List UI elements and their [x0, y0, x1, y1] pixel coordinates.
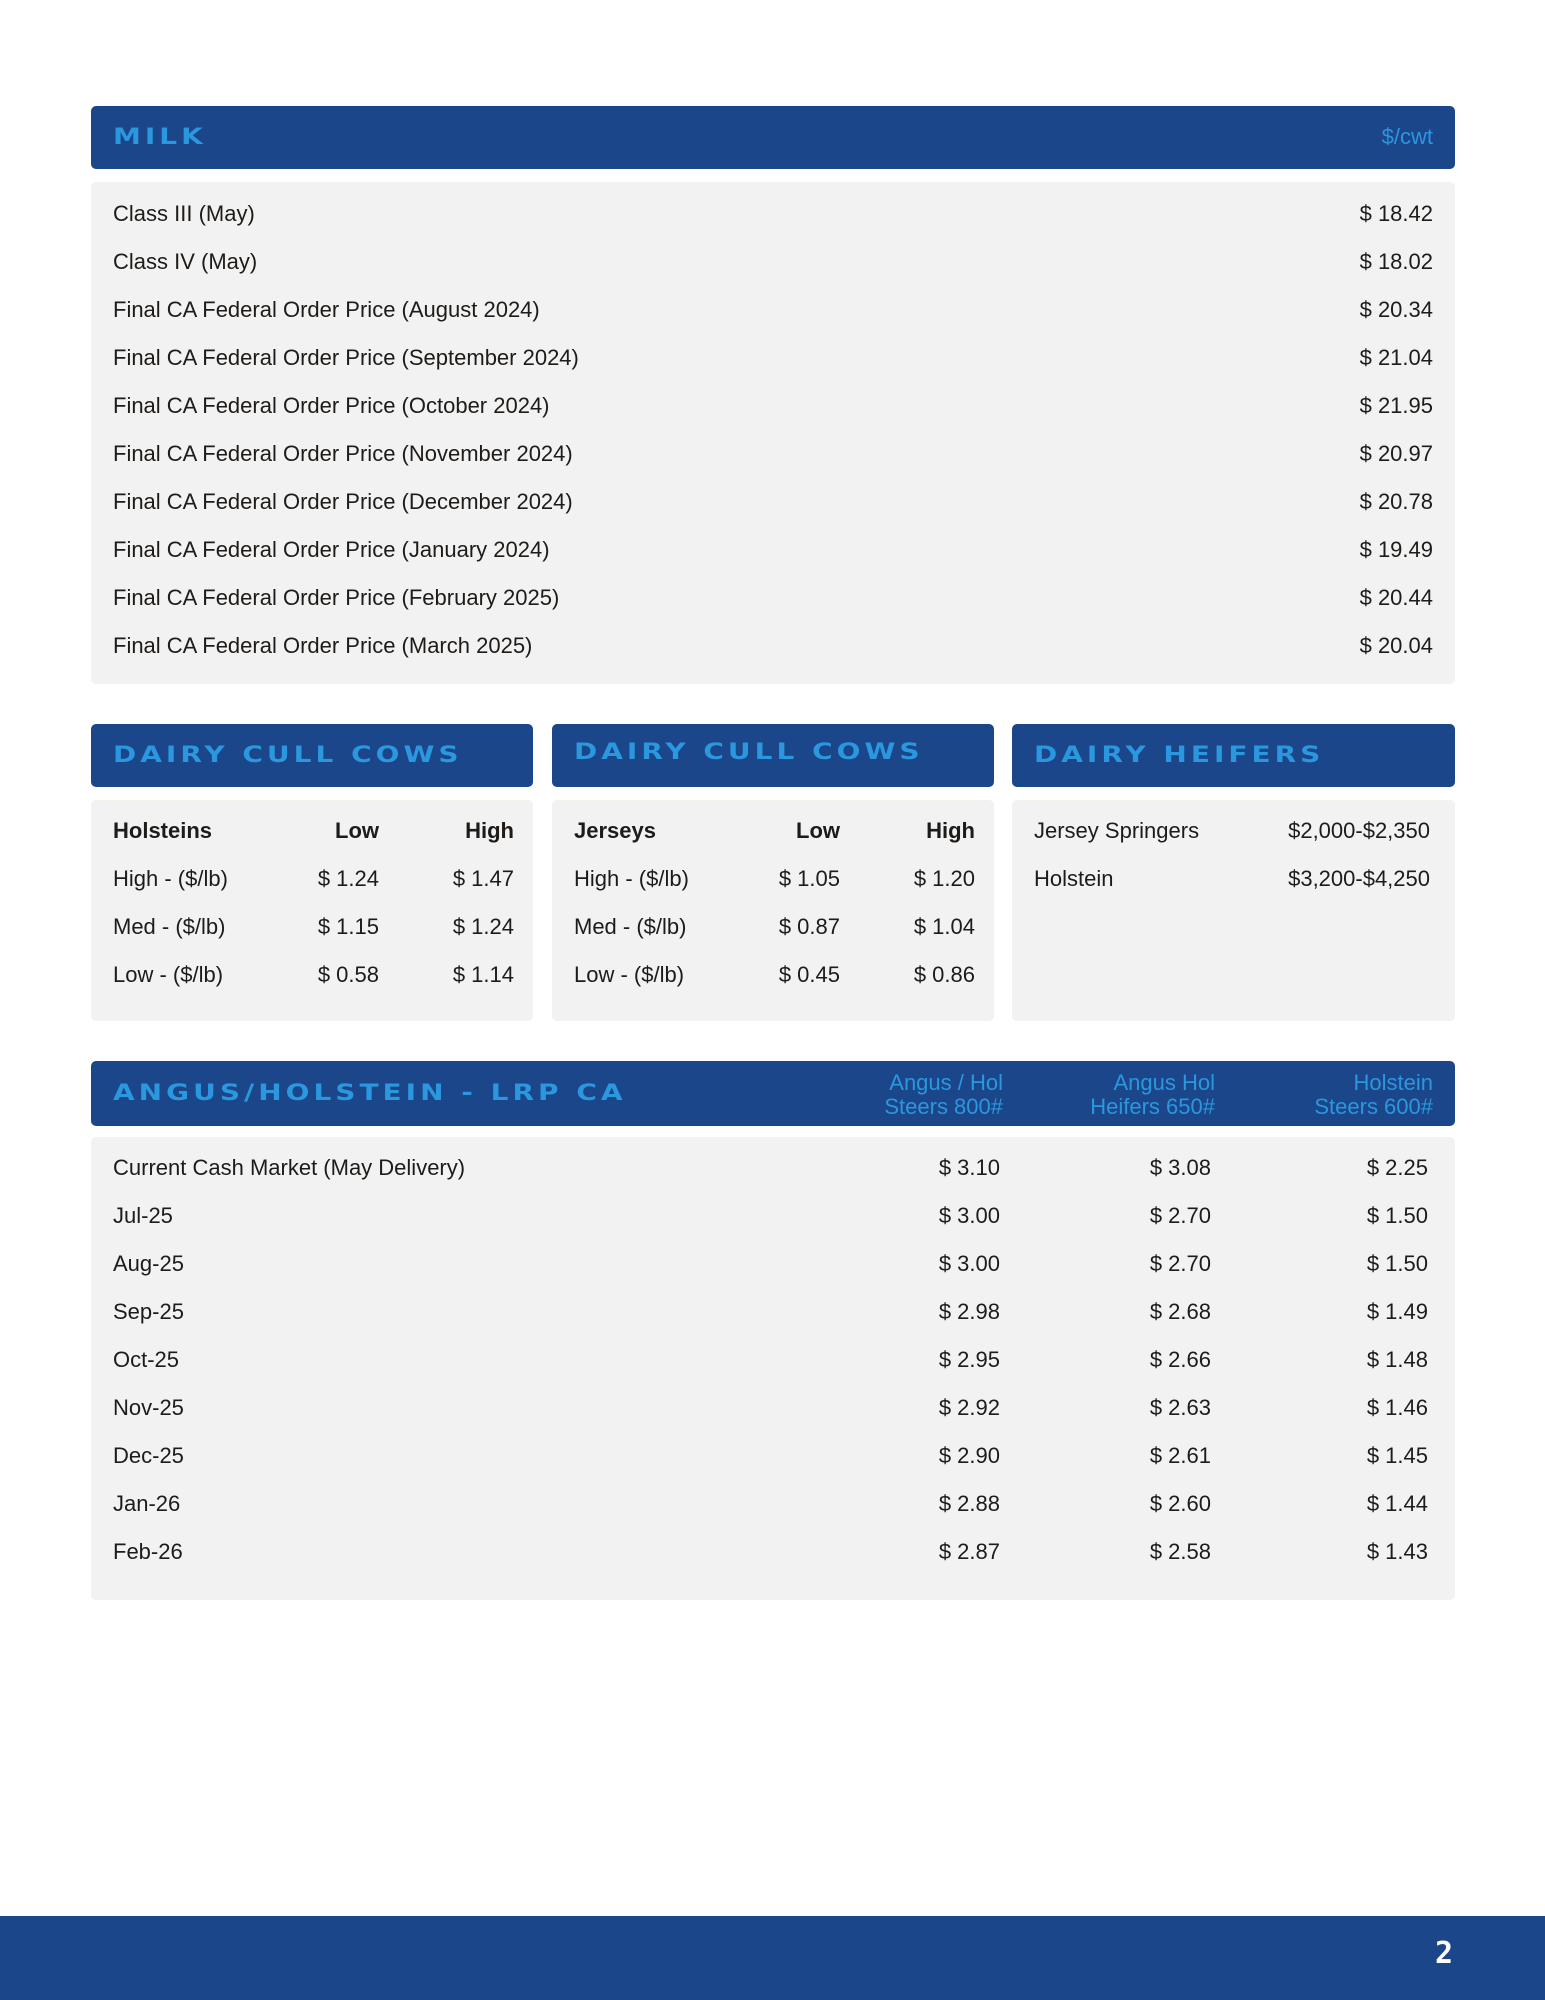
heifers-panel	[1012, 800, 1455, 1021]
row-label: Dec-25	[113, 1443, 184, 1468]
row-label: Holstein	[1034, 866, 1114, 891]
cell-c1: $ 3.00	[938, 1251, 1000, 1276]
table-row	[91, 526, 1455, 574]
cull-holsteins-header	[91, 724, 533, 787]
col-header-holstein-steers	[1243, 1071, 1433, 1119]
cell-c3: $ 1.49	[1366, 1299, 1428, 1324]
row-label: High - ($/lb)	[574, 866, 689, 891]
row-label: Low - ($/lb)	[113, 962, 224, 987]
row-label: Class IV (May)	[113, 249, 258, 274]
low-value: $ 0.87	[778, 914, 840, 939]
cell-c2: $ 2.58	[1149, 1539, 1211, 1564]
row-value: $ 20.44	[1359, 585, 1433, 610]
col-header-high: High	[465, 818, 514, 843]
table-row	[91, 903, 533, 951]
page-number: 2	[1434, 1936, 1453, 1971]
heifers-title: DAIRY HEIFERS	[1034, 741, 1325, 768]
col-header-line1: Holstein	[1353, 1070, 1433, 1095]
cell-c2: $ 2.68	[1149, 1299, 1211, 1324]
col-header-low: Low	[796, 818, 840, 843]
row-value: $ 21.95	[1359, 393, 1433, 418]
row-label: Oct-25	[113, 1347, 180, 1372]
high-value: $ 1.24	[452, 914, 514, 939]
row-value: $ 20.04	[1359, 633, 1433, 658]
milk-unit: $/cwt	[1381, 124, 1433, 149]
col-header-breed: Jerseys	[574, 818, 656, 843]
low-value: $ 1.24	[317, 866, 379, 891]
cell-c3: $ 1.50	[1366, 1251, 1428, 1276]
cell-c3: $ 1.43	[1366, 1539, 1428, 1564]
table-row	[91, 574, 1455, 622]
row-label: Med - ($/lb)	[113, 914, 226, 939]
row-label: Final CA Federal Order Price (December 2024)	[113, 489, 573, 514]
row-label: Low - ($/lb)	[574, 962, 685, 987]
col-header-line2: Heifers 650#	[1090, 1094, 1215, 1119]
cell-c1: $ 2.92	[938, 1395, 1000, 1420]
table-row	[552, 951, 994, 999]
table-row	[1012, 855, 1455, 903]
table-row	[91, 951, 533, 999]
cell-c3: $ 1.48	[1366, 1347, 1428, 1372]
cell-c3: $ 1.44	[1366, 1491, 1428, 1516]
table-row	[91, 1144, 1455, 1192]
col-header-angus-hol-steers	[813, 1071, 1003, 1119]
cell-c1: $ 2.90	[938, 1443, 1000, 1468]
table-row	[91, 855, 533, 903]
row-label: Final CA Federal Order Price (February 2025)	[113, 585, 560, 610]
cull-jerseys-title: DAIRY CULL COWS	[574, 738, 924, 765]
row-value: $ 21.04	[1359, 345, 1433, 370]
table-row	[91, 190, 1455, 238]
table-row	[91, 1192, 1455, 1240]
row-value: $ 18.42	[1359, 201, 1433, 226]
row-label: Feb-26	[113, 1539, 183, 1564]
cell-c2: $ 3.08	[1149, 1155, 1211, 1180]
lrp-title: ANGUS/HOLSTEIN - LRP CA	[113, 1079, 627, 1106]
low-value: $ 1.05	[778, 866, 840, 891]
cell-c2: $ 2.70	[1149, 1251, 1211, 1276]
cell-c3: $ 1.45	[1366, 1443, 1428, 1468]
low-value: $ 1.15	[317, 914, 379, 939]
row-label: Jan-26	[113, 1491, 181, 1516]
cell-c2: $ 2.66	[1149, 1347, 1211, 1372]
price-range: $2,000-$2,350	[1288, 818, 1430, 843]
row-label: Final CA Federal Order Price (January 2024)	[113, 537, 550, 562]
row-label: High - ($/lb)	[113, 866, 228, 891]
row-label: Final CA Federal Order Price (September 2024)	[113, 345, 579, 370]
row-value: $ 19.49	[1359, 537, 1433, 562]
lrp-panel	[91, 1137, 1455, 1600]
milk-panel	[91, 182, 1455, 684]
col-header-low: Low	[335, 818, 379, 843]
high-value: $ 1.14	[452, 962, 514, 987]
cell-c2: $ 2.61	[1149, 1443, 1211, 1468]
cell-c1: $ 2.98	[938, 1299, 1000, 1324]
row-label: Final CA Federal Order Price (August 2024)	[113, 297, 540, 322]
table-row	[552, 855, 994, 903]
low-value: $ 0.58	[317, 962, 379, 987]
row-value: $ 20.78	[1359, 489, 1433, 514]
table-row	[552, 903, 994, 951]
row-label: Nov-25	[113, 1395, 184, 1420]
row-value: $ 18.02	[1359, 249, 1433, 274]
cell-c1: $ 2.88	[938, 1491, 1000, 1516]
high-value: $ 0.86	[913, 962, 975, 987]
lrp-header	[91, 1061, 1455, 1126]
table-row	[1012, 807, 1455, 855]
row-label: Jul-25	[113, 1203, 173, 1228]
cull-jerseys-panel	[552, 800, 994, 1021]
high-value: $ 1.47	[452, 866, 514, 891]
high-value: $ 1.04	[913, 914, 975, 939]
table-row	[91, 1528, 1455, 1576]
cull-holsteins-title: DAIRY CULL COWS	[113, 741, 463, 768]
col-header-breed: Holsteins	[113, 818, 213, 843]
milk-title: MILK	[113, 123, 207, 150]
low-value: $ 0.45	[778, 962, 840, 987]
row-label: Aug-25	[113, 1251, 184, 1276]
cull-holsteins-panel	[91, 800, 533, 1021]
cell-c1: $ 3.10	[938, 1155, 1000, 1180]
col-header-line1: Angus Hol	[1113, 1070, 1215, 1095]
table-row	[91, 622, 1455, 670]
cell-c1: $ 2.95	[938, 1347, 1000, 1372]
table-row	[91, 1240, 1455, 1288]
table-row	[91, 1432, 1455, 1480]
table-row	[91, 334, 1455, 382]
cell-c2: $ 2.60	[1149, 1491, 1211, 1516]
table-row	[91, 1384, 1455, 1432]
cell-c2: $ 2.63	[1149, 1395, 1211, 1420]
row-label: Final CA Federal Order Price (March 2025)	[113, 633, 533, 658]
cell-c3: $ 2.25	[1366, 1155, 1428, 1180]
table-row	[91, 238, 1455, 286]
row-label: Final CA Federal Order Price (November 2024)	[113, 441, 573, 466]
heifers-header	[1012, 724, 1455, 787]
row-label: Sep-25	[113, 1299, 184, 1324]
table-row	[91, 478, 1455, 526]
cell-c1: $ 2.87	[938, 1539, 1000, 1564]
table-row	[91, 382, 1455, 430]
table-row	[91, 430, 1455, 478]
high-value: $ 1.20	[913, 866, 975, 891]
row-label: Med - ($/lb)	[574, 914, 687, 939]
table-row	[91, 1336, 1455, 1384]
row-value: $ 20.97	[1359, 441, 1433, 466]
cell-c3: $ 1.50	[1366, 1203, 1428, 1228]
cell-c3: $ 1.46	[1366, 1395, 1428, 1420]
price-range: $3,200-$4,250	[1288, 866, 1430, 891]
cell-c1: $ 3.00	[938, 1203, 1000, 1228]
col-header-high: High	[926, 818, 975, 843]
table-row	[91, 286, 1455, 334]
table-row	[91, 1288, 1455, 1336]
col-header-line1: Angus / Hol	[889, 1070, 1003, 1095]
table-row	[91, 1480, 1455, 1528]
cell-c2: $ 2.70	[1149, 1203, 1211, 1228]
milk-header	[91, 106, 1455, 169]
row-label: Class III (May)	[113, 201, 255, 226]
col-header-angus-hol-heifers	[1025, 1071, 1215, 1119]
table-header-row	[552, 807, 994, 855]
col-header-line2: Steers 800#	[884, 1094, 1003, 1119]
row-label: Final CA Federal Order Price (October 2024)	[113, 393, 550, 418]
col-header-line2: Steers 600#	[1314, 1094, 1433, 1119]
page-footer	[0, 1916, 1545, 2000]
cull-jerseys-header	[552, 724, 994, 787]
row-label: Jersey Springers	[1034, 818, 1200, 843]
row-value: $ 20.34	[1359, 297, 1433, 322]
row-label: Current Cash Market (May Delivery)	[113, 1155, 466, 1180]
table-header-row	[91, 807, 533, 855]
